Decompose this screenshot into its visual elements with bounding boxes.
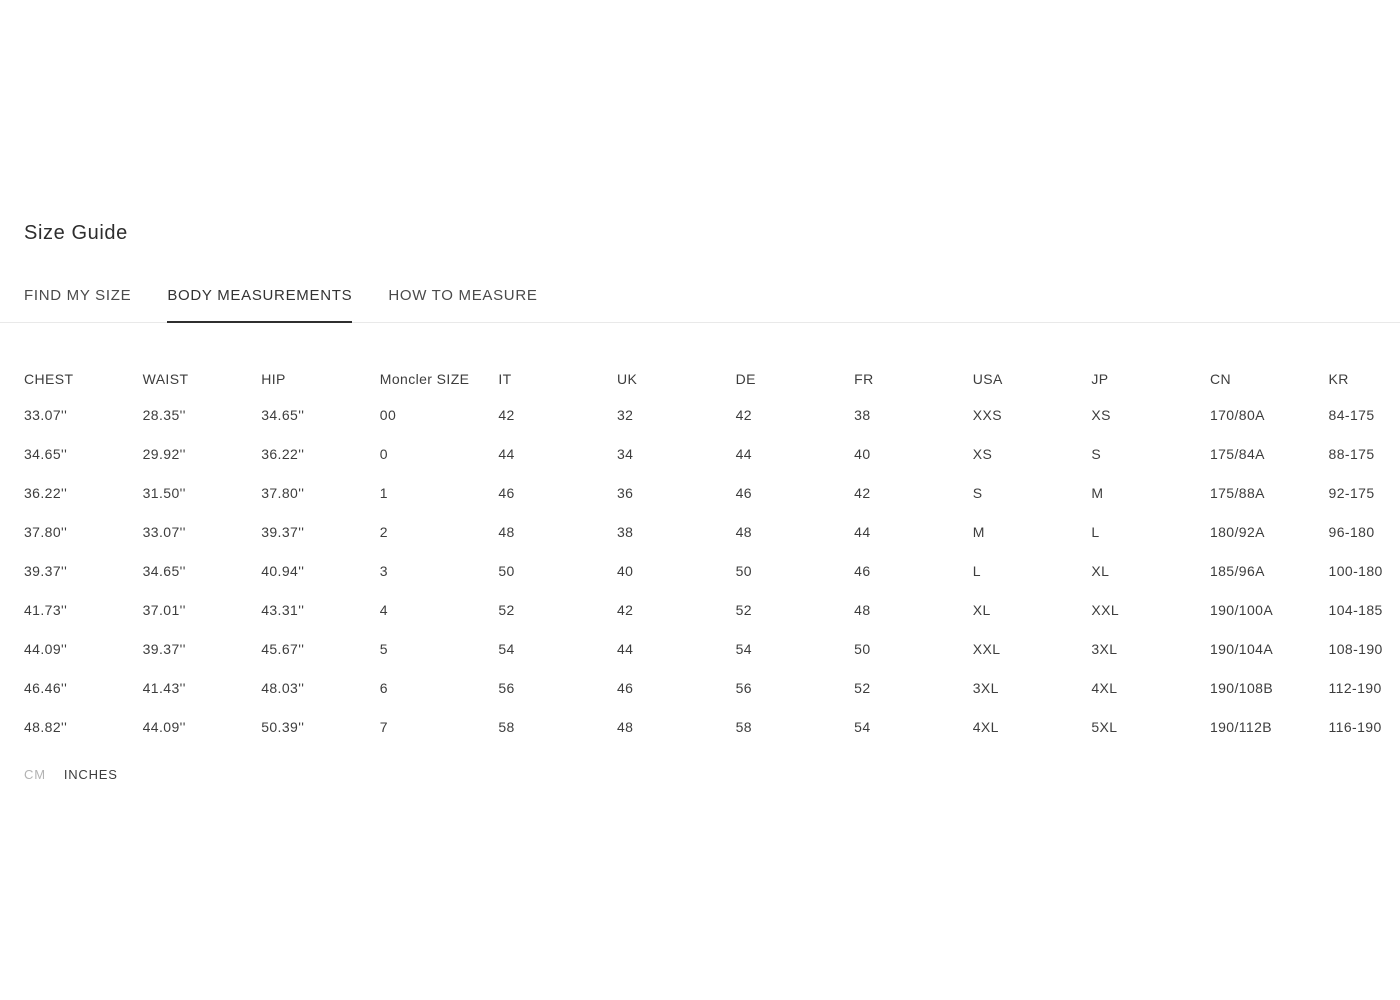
table-cell: 46 [616, 679, 634, 696]
column-header: DE [735, 371, 756, 387]
column-header: USA [972, 371, 1003, 387]
table-cell: 43.31'' [261, 601, 305, 618]
page-title: Size Guide [24, 222, 128, 244]
table-cell: 44 [616, 640, 634, 657]
table-row [24, 707, 1400, 746]
table-cell: 0 [379, 445, 388, 462]
table-cell: 4 [379, 601, 388, 618]
table-cell: 40.94'' [261, 562, 305, 579]
table-cell: 34 [616, 445, 634, 462]
table-cell: 190/112B [1209, 718, 1273, 735]
table-row [24, 629, 1400, 668]
table-row [24, 551, 1400, 590]
table-cell: 29.92'' [142, 445, 186, 462]
table-cell: 44.09'' [142, 718, 186, 735]
table-cell: 3XL [1091, 640, 1118, 657]
table-cell: 34.65'' [261, 406, 305, 423]
table-cell: 28.35'' [142, 406, 186, 423]
column-header: KR [1328, 371, 1349, 387]
table-cell: 175/84A [1209, 445, 1265, 462]
table-cell: 3 [379, 562, 388, 579]
table-cell: 170/80A [1209, 406, 1265, 423]
table-cell: 52 [735, 601, 752, 618]
table-cell: M [1091, 484, 1104, 501]
table-cell: 56 [498, 679, 515, 696]
table-cell: 42 [616, 601, 634, 618]
table-cell: 37.80'' [261, 484, 305, 501]
table-cell: 50 [498, 562, 515, 579]
table-row [24, 395, 1400, 434]
table-row [24, 590, 1400, 629]
column-header: IT [498, 371, 512, 387]
table-cell: 33.07'' [142, 523, 186, 540]
table-cell: 44.09'' [24, 640, 68, 657]
table-cell: XL [1091, 562, 1110, 579]
table-cell: 42 [498, 406, 515, 423]
table-cell: M [972, 523, 985, 540]
table-cell: S [1091, 445, 1102, 462]
table-cell: 44 [498, 445, 515, 462]
table-cell: 54 [498, 640, 515, 657]
table-cell: 39.37'' [261, 523, 305, 540]
table-cell: 50 [735, 562, 752, 579]
table-cell: 46.46'' [24, 679, 68, 696]
table-cell: 38 [616, 523, 634, 540]
table-cell: 40 [616, 562, 634, 579]
unit-cm-button[interactable]: CM [24, 767, 46, 782]
table-cell: 84-175 [1328, 406, 1375, 423]
unit-toggle [24, 767, 1400, 782]
table-cell: 54 [854, 718, 871, 735]
column-header: CHEST [24, 371, 74, 387]
table-cell: 58 [735, 718, 752, 735]
table-cell: 46 [735, 484, 752, 501]
table-cell: 4XL [972, 718, 999, 735]
table-cell: 31.50'' [142, 484, 186, 501]
table-cell: 190/100A [1209, 601, 1274, 618]
table-cell: 48.03'' [261, 679, 305, 696]
table-cell: 00 [379, 406, 397, 423]
table-cell: 108-190 [1328, 640, 1383, 657]
table-cell: 42 [735, 406, 752, 423]
table-cell: 190/104A [1209, 640, 1274, 657]
column-header: FR [854, 371, 874, 387]
table-row [24, 512, 1400, 551]
table-cell: 7 [379, 718, 388, 735]
tab-find-my-size[interactable]: FIND MY SIZE [24, 287, 132, 304]
table-cell: 104-185 [1328, 601, 1383, 618]
table-cell: 39.37'' [24, 562, 68, 579]
table-cell: 44 [854, 523, 871, 540]
table-cell: 48 [735, 523, 752, 540]
table-cell: 34.65'' [142, 562, 186, 579]
table-cell: 46 [498, 484, 515, 501]
table-cell: 96-180 [1328, 523, 1375, 540]
table-cell: 42 [854, 484, 871, 501]
table-cell: 52 [498, 601, 515, 618]
table-cell: XXS [972, 406, 1002, 423]
table-cell: 50.39'' [261, 718, 305, 735]
table-row [24, 434, 1400, 473]
table-cell: 36.22'' [24, 484, 68, 501]
column-header: WAIST [142, 371, 189, 387]
table-cell: 36 [616, 484, 634, 501]
table-cell: 1 [379, 484, 388, 501]
size-guide-panel [0, 222, 1400, 1000]
column-header: Moncler SIZE [379, 371, 470, 387]
table-cell: 48 [498, 523, 515, 540]
table-cell: 39.37'' [142, 640, 186, 657]
table-cell: 32 [616, 406, 634, 423]
table-cell: 50 [854, 640, 871, 657]
tab-bar [24, 287, 1400, 322]
table-cell: 5 [379, 640, 388, 657]
table-cell: XXL [1091, 601, 1120, 618]
table-cell: 54 [735, 640, 752, 657]
table-cell: 34.65'' [24, 445, 68, 462]
column-header: HIP [261, 371, 286, 387]
table-cell: 44 [735, 445, 752, 462]
table-cell: 116-190 [1328, 718, 1382, 735]
table-cell: 180/92A [1209, 523, 1265, 540]
body-measurements-table [24, 363, 1400, 746]
table-cell: 185/96A [1209, 562, 1265, 579]
table-cell: 6 [379, 679, 388, 696]
table-cell: 38 [854, 406, 871, 423]
table-cell: 52 [854, 679, 871, 696]
table-cell: L [972, 562, 981, 579]
table-cell: 175/88A [1209, 484, 1265, 501]
table-cell: 40 [854, 445, 871, 462]
table-cell: S [972, 484, 983, 501]
table-cell: 36.22'' [261, 445, 305, 462]
table-cell: 100-180 [1328, 562, 1383, 579]
tabs-divider [0, 287, 1400, 323]
table-cell: 190/108B [1209, 679, 1274, 696]
table-cell: 112-190 [1328, 679, 1382, 696]
table-cell: 48.82'' [24, 718, 68, 735]
table-header-row [24, 363, 1400, 395]
table-cell: 41.73'' [24, 601, 68, 618]
table-cell: XS [972, 445, 993, 462]
table-cell: 48 [616, 718, 634, 735]
table-cell: XL [972, 601, 991, 618]
table-cell: 4XL [1091, 679, 1118, 696]
column-header: JP [1091, 371, 1109, 387]
column-header: UK [616, 371, 638, 387]
table-cell: 48 [854, 601, 871, 618]
table-cell: 3XL [972, 679, 999, 696]
table-cell: 41.43'' [142, 679, 186, 696]
table-row [24, 668, 1400, 707]
table-cell: 37.01'' [142, 601, 186, 618]
table-cell: 5XL [1091, 718, 1118, 735]
table-cell: 92-175 [1328, 484, 1375, 501]
table-cell: 45.67'' [261, 640, 305, 657]
tab-body-measurements[interactable]: BODY MEASUREMENTS [167, 287, 352, 323]
table-cell: 88-175 [1328, 445, 1375, 462]
table-cell: 56 [735, 679, 752, 696]
unit-inches-button[interactable]: INCHES [63, 767, 118, 782]
table-row [24, 473, 1400, 512]
table-cell: 46 [854, 562, 871, 579]
table-cell: 58 [498, 718, 515, 735]
column-header: CN [1209, 371, 1231, 387]
table-cell: 33.07'' [24, 406, 68, 423]
table-cell: 37.80'' [24, 523, 68, 540]
table-cell: XXL [972, 640, 1001, 657]
table-cell: XS [1091, 406, 1111, 423]
tab-how-to-measure[interactable]: HOW TO MEASURE [388, 287, 538, 304]
table-cell: 2 [379, 523, 388, 540]
table-cell: L [1091, 523, 1100, 540]
